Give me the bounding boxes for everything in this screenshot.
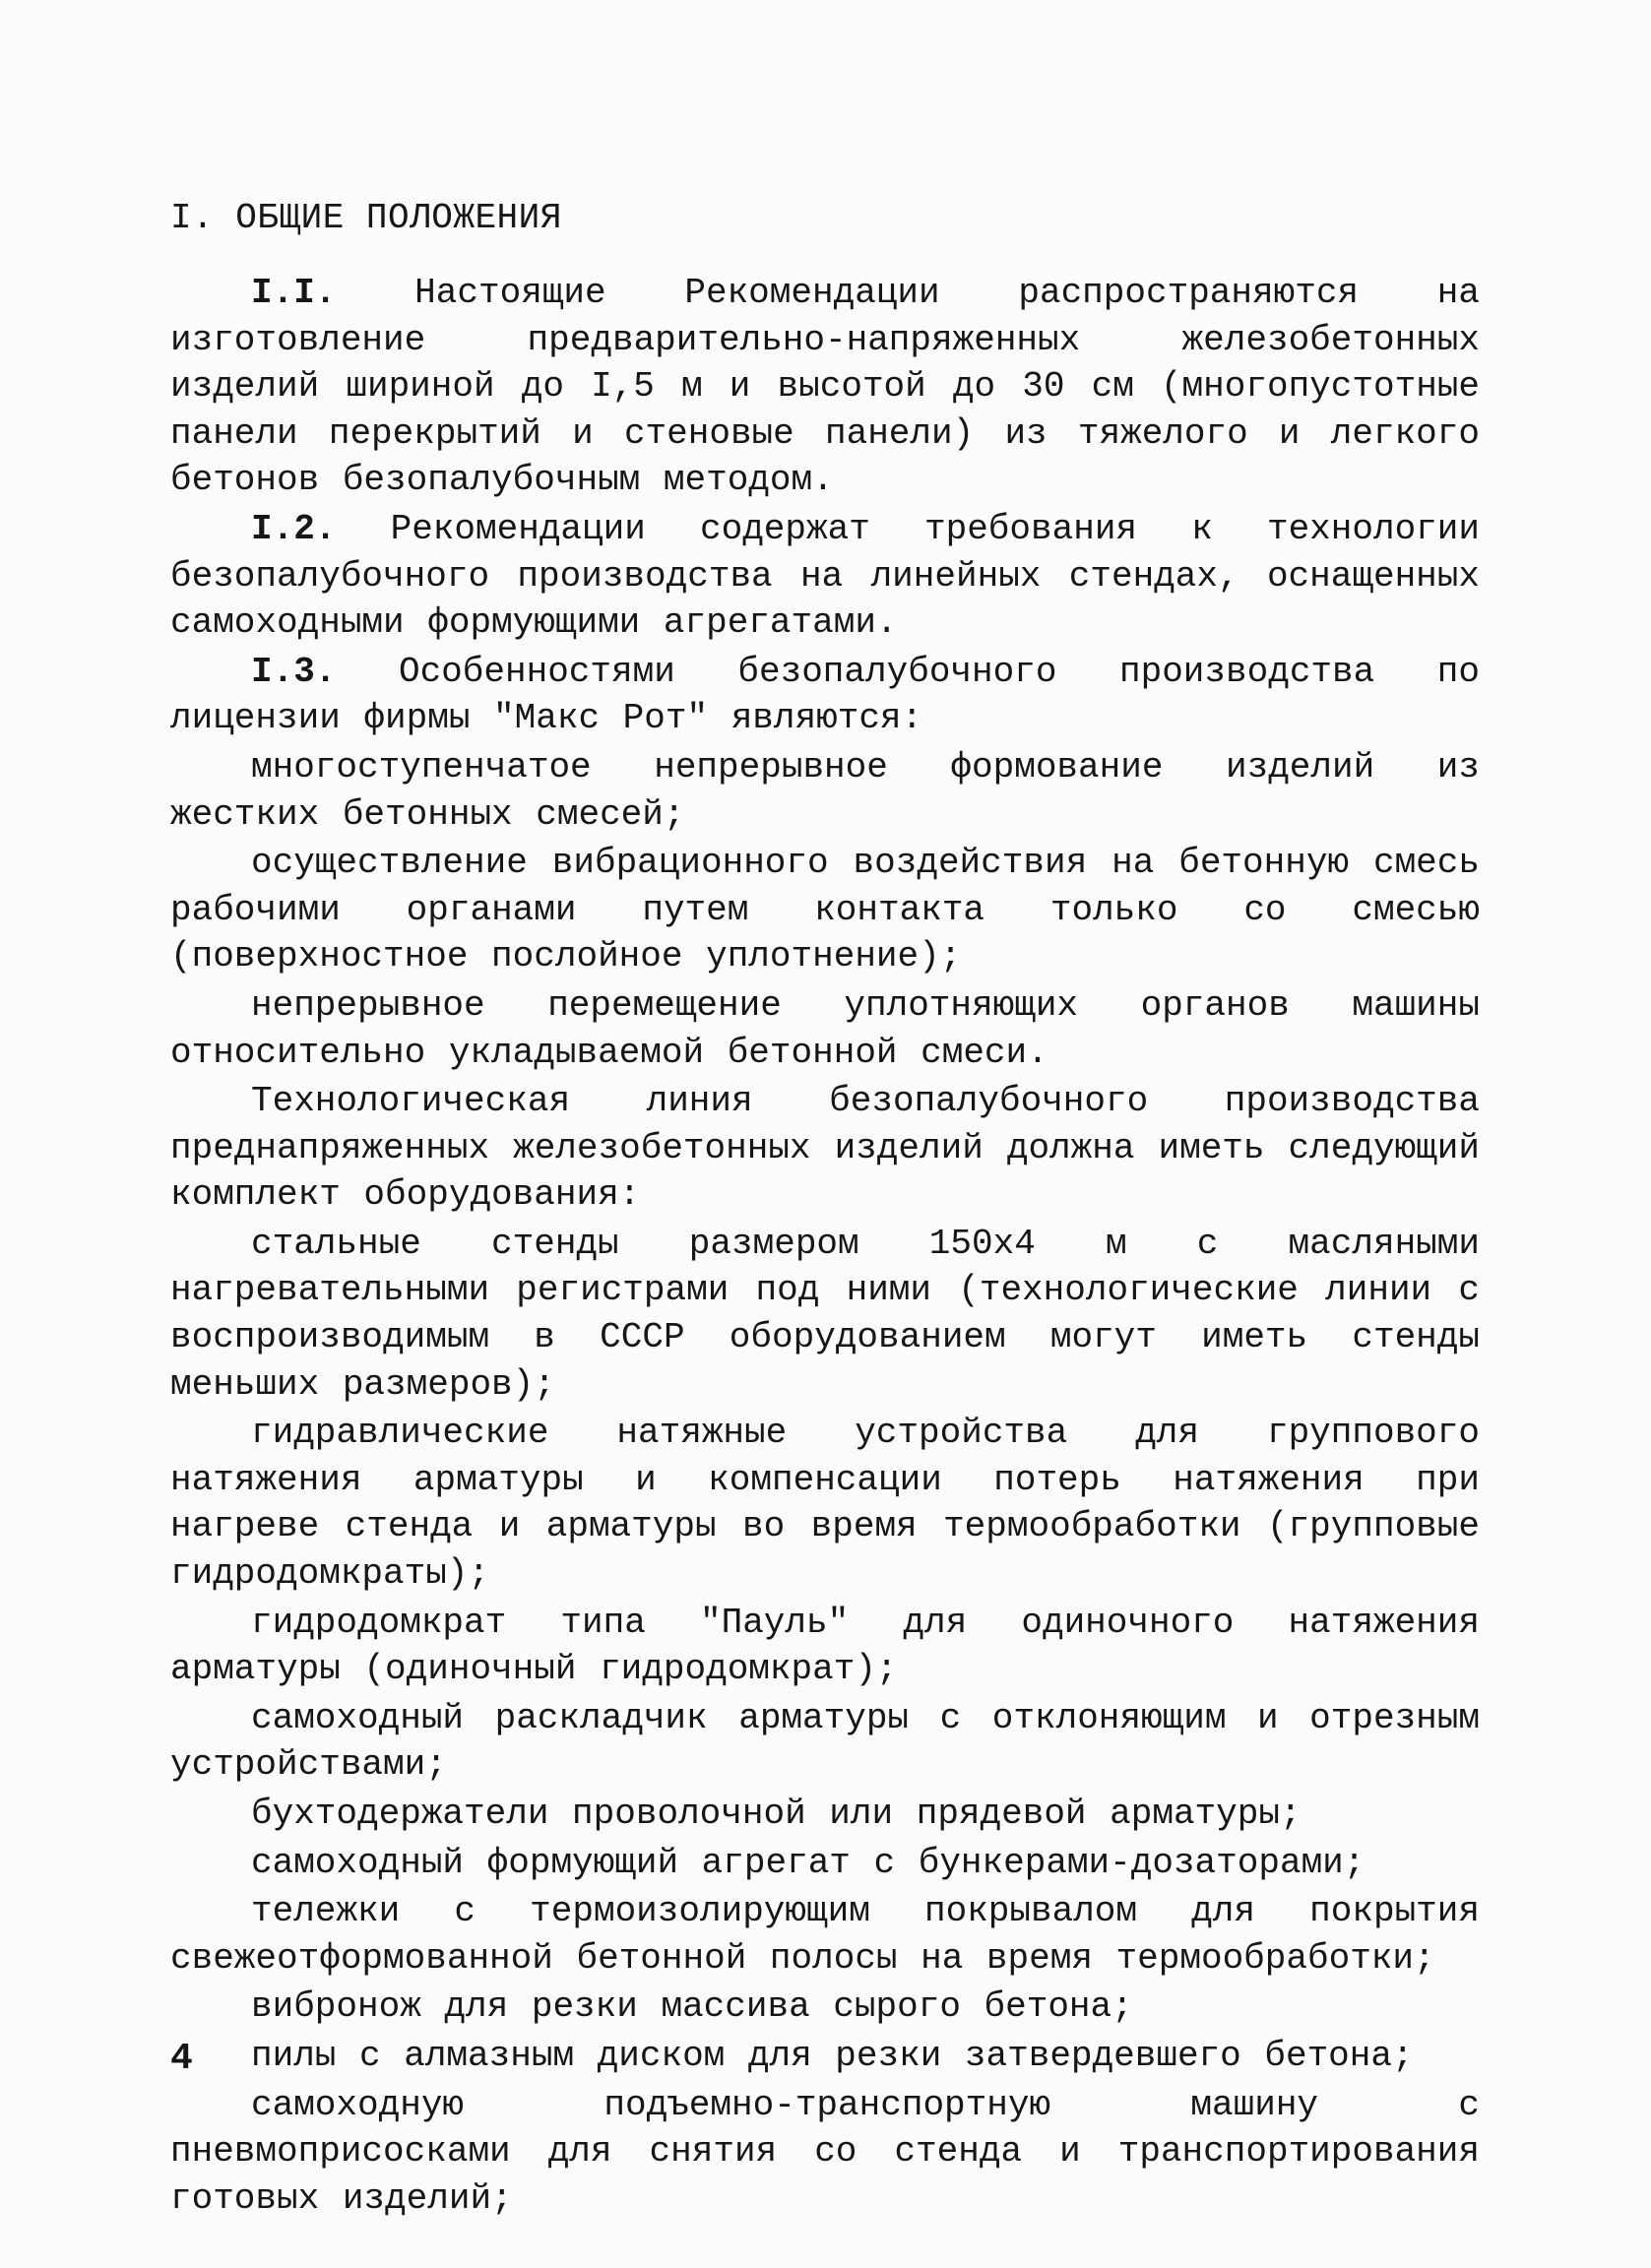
body-text [170, 270, 1480, 2224]
paragraph-1-1 [170, 270, 1480, 504]
paragraph-number: I.2. [251, 508, 337, 549]
paragraph-text: Настоящие Рекомендации распространяются на изготовление предварительно-напряженных железобетонных изделий шириной до I,5 м и высотой до 30 см (многопустотные панели перекрытий и стеновые панели) из тяжелого и легкого бетонов безопалубочным методом. [170, 273, 1480, 501]
page-number: 4 [170, 2038, 193, 2080]
feature-item: непрерывное перемещение уплотняющих органов машины относительно укладываемой бетонной смеси. [170, 984, 1480, 1073]
feature-item: осуществление вибрационного воздействия на бетонную смесь рабочими органами путем контакта только со смесью (поверхностное послойное уплотнение); [170, 843, 1480, 977]
paragraph-1-3 [170, 649, 1480, 742]
paragraph-number: I.I. [251, 273, 337, 313]
feature-item: многоступенчатое непрерывное формование изделий из жестких бетонных смесей; [170, 746, 1480, 835]
equipment-intro: Технологическая линия безопалубочного производства преднапряженных железобетонных изделий должна иметь следующий комплект оборудования: [170, 1081, 1480, 1216]
equipment-item: вибронож для резки массива сырого бетона; [251, 1986, 1133, 2028]
paragraph-text: Особенностями безопалубочного производства по лицензии фирмы "Макс Рот" являются: [170, 651, 1480, 739]
equipment-item: самоходную подъемно-транспортную машину с пневмоприсосками для снятия со стенда и транспортирования готовых изделий; [170, 2084, 1480, 2219]
paragraph-1-2 [170, 506, 1480, 647]
equipment-item: гидродомкрат типа "Пауль" для одиночного натяжения арматуры (одиночный гидродомкрат); [170, 1602, 1480, 1690]
paragraph-number: I.3. [251, 651, 337, 692]
section-title: I. ОБЩИЕ ПОЛОЖЕНИЯ [170, 198, 562, 238]
equipment-item: самоходный формующий агрегат с бункерами-дозаторами; [251, 1842, 1365, 1883]
equipment-item: пилы с алмазным диском для резки затвердевшего бетона; [251, 2035, 1414, 2076]
equipment-item: гидравлические натяжные устройства для группового натяжения арматуры и компенсации потерь натяжения при нагреве стенда и арматуры во время термообработки (групповые гидродомкраты); [170, 1413, 1480, 1595]
equipment-item: тележки с термоизолирующим покрывалом для покрытия свежеотформованной бетонной полосы на время термообработки; [170, 1891, 1480, 1979]
paragraph-text: Рекомендации содержат требования к технологии безопалубочного производства на линейных стендах, оснащенных самоходными формующими агрегатами. [170, 508, 1480, 644]
equipment-item: самоходный раскладчик арматуры с отклоняющим и отрезным устройствами; [170, 1697, 1480, 1786]
equipment-item: стальные стенды размером 150х4 м с масляными нагревательными регистрами под ними (технологические линии с воспроизводимым в СССР оборудованием могут иметь стенды меньших размеров); [170, 1223, 1480, 1405]
equipment-item: бухтодержатели проволочной или прядевой арматуры; [251, 1794, 1302, 1834]
